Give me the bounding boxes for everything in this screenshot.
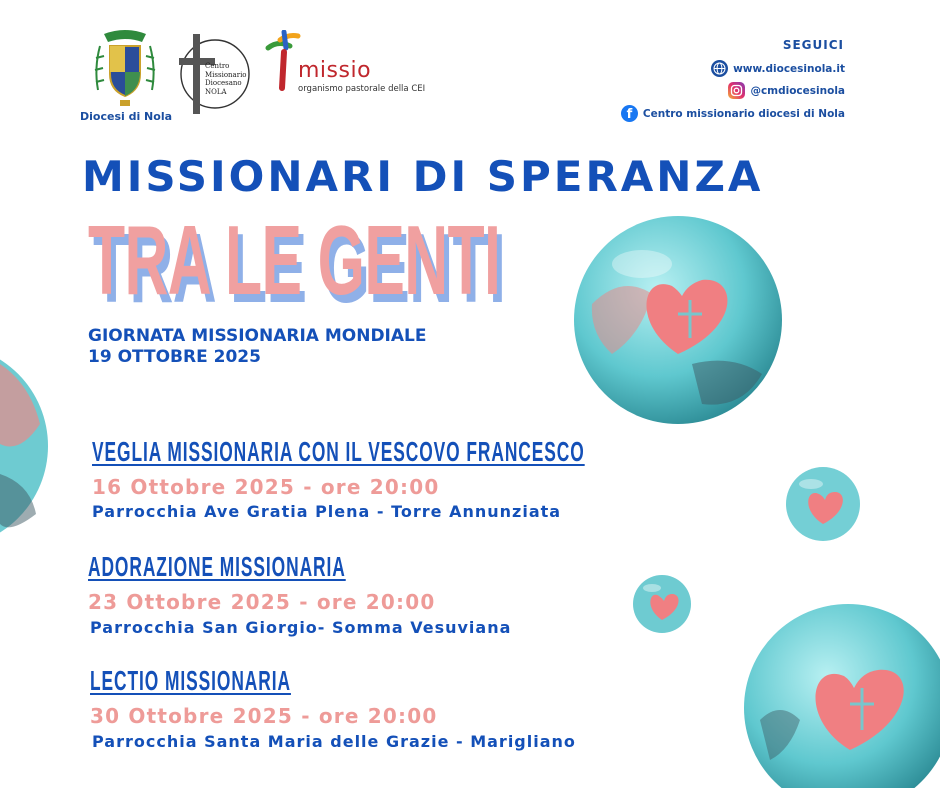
- instagram-icon: [728, 82, 745, 99]
- cmd-logo-line: Centro: [205, 62, 230, 70]
- diocesi-coat-of-arms-logo: [90, 28, 160, 108]
- instagram-text: @cmdiocesinola: [750, 84, 845, 97]
- event-title: VEGLIA MISSIONARIA CON IL VESCOVO FRANCESCO: [92, 436, 585, 467]
- globe-heart-image: [0, 344, 48, 548]
- diocesi-label: Diocesi di Nola: [80, 110, 173, 123]
- missio-subtitle: organismo pastorale della CEI: [298, 84, 426, 94]
- globe-heart-image: [785, 466, 861, 542]
- facebook-link[interactable]: [621, 105, 845, 122]
- event-place: Parrocchia Ave Gratia Plena - Torre Annunziata: [92, 502, 562, 521]
- cmd-logo-line: Diocesano: [205, 79, 242, 87]
- website-text: www.diocesinola.it: [733, 62, 845, 75]
- event-title: ADORAZIONE MISSIONARIA: [88, 551, 346, 582]
- globe-heart-image: [632, 574, 692, 634]
- facebook-icon: f: [621, 105, 638, 122]
- event-title: LECTIO MISSIONARIA: [90, 665, 291, 696]
- event-date: 30 Ottobre 2025 - ore 20:00: [90, 704, 438, 728]
- globe-heart-image: [572, 214, 784, 426]
- globe-icon: [711, 60, 728, 77]
- giornata-label: GIORNATA MISSIONARIA MONDIALE: [88, 326, 427, 346]
- missio-wordmark: missio: [298, 58, 372, 83]
- event-place: Parrocchia San Giorgio- Somma Vesuviana: [90, 618, 512, 637]
- seguici-heading: SEGUICI: [782, 38, 844, 52]
- globe-heart-image: [740, 600, 940, 788]
- cmd-logo-line: NOLA: [205, 87, 227, 96]
- centro-missionario-logo: [175, 30, 253, 116]
- event-date: 16 Ottobre 2025 - ore 20:00: [92, 475, 440, 499]
- facebook-text: Centro missionario diocesi di Nola: [642, 107, 845, 120]
- missio-cross-logo: [262, 30, 302, 96]
- event-place: Parrocchia Santa Maria delle Grazie - Marigliano: [92, 732, 576, 751]
- website-link[interactable]: [711, 60, 845, 77]
- cmd-logo-line: Missionario: [205, 70, 247, 79]
- instagram-link[interactable]: [728, 82, 845, 99]
- event-date: 23 Ottobre 2025 - ore 20:00: [88, 590, 436, 614]
- giornata-date: 19 OTTOBRE 2025: [88, 347, 261, 367]
- main-subtitle-banner: TRA LE GENTI: [88, 205, 501, 315]
- main-title: MISSIONARI DI SPERANZA: [82, 152, 764, 201]
